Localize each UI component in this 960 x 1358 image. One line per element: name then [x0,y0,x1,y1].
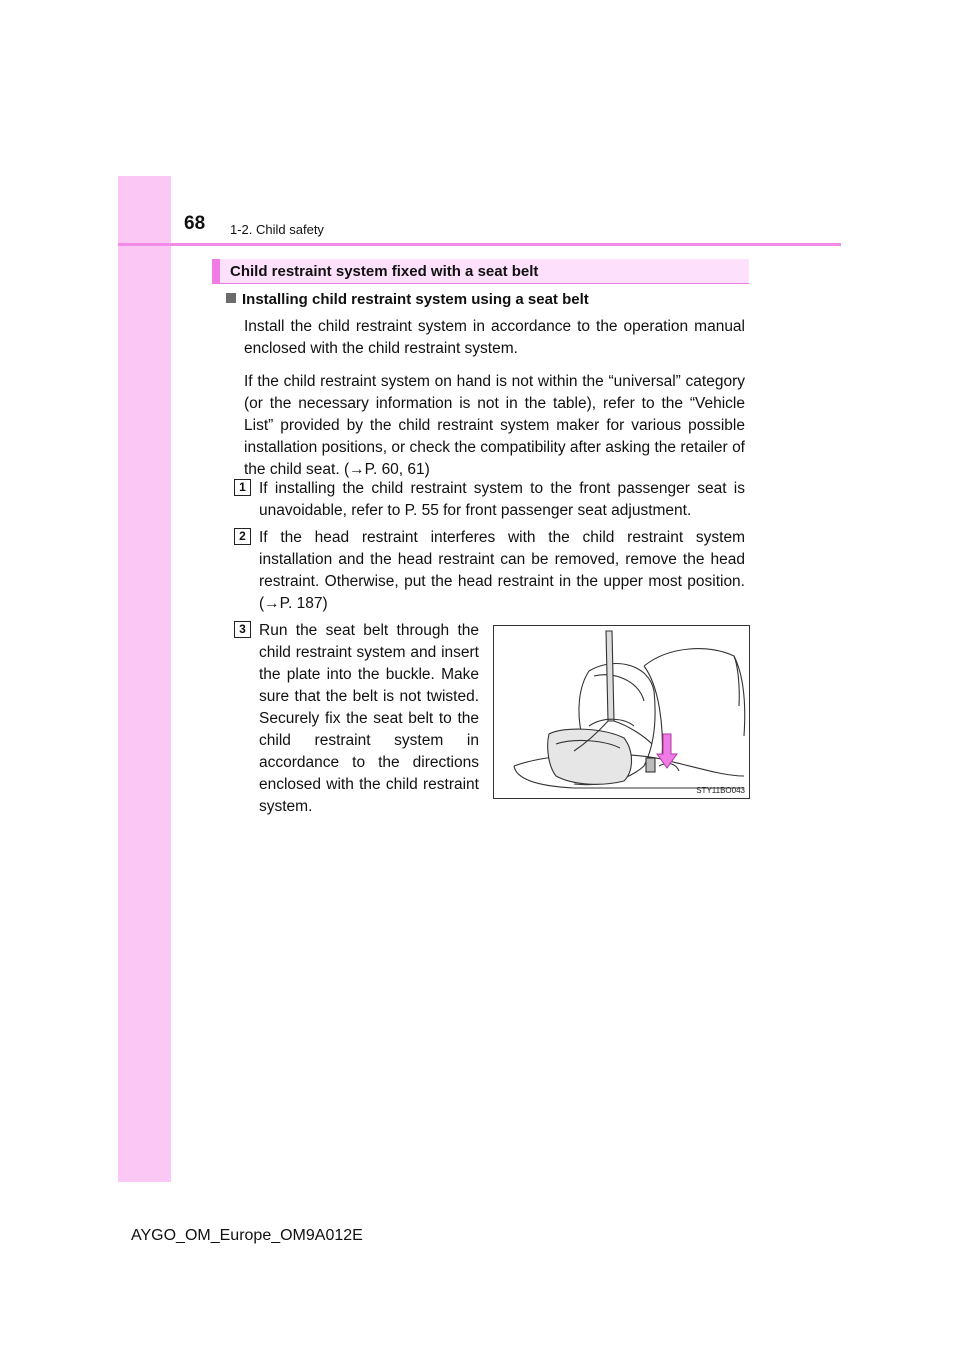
footer-doc-code: AYGO_OM_Europe_OM9A012E [131,1227,363,1244]
paragraph-universal: If the child restraint system on hand is not within the “universal” category (or the necessary information is not in the table), refer to the “Vehicle List” provided by the child restraint system maker for various possible installation positions, or check the compatibility after asking the retailer of the child seat. (→P. 60, 61) [244,373,745,478]
section-heading [212,259,749,284]
chapter-sidebar [118,176,171,1182]
bullet-square-icon [226,293,236,303]
insert-direction-arrow [657,734,677,768]
page-number: 68 [184,213,206,234]
step-badge: 1 [234,479,251,496]
child-seat-illustration [493,625,750,799]
figure-code: STY11BO043 [696,786,745,795]
section-heading-text: Child restraint system fixed with a seat belt [230,263,539,280]
paragraph-install: Install the child restraint system in accordance to the operation manual enclosed with the child restraint system. [244,318,745,357]
section-title: 1-2. Child safety [230,222,324,237]
subheading [226,291,589,308]
child-seat-drawing [494,626,749,798]
step-text: If the head restraint interferes with the child restraint system installation and the head restraint can be removed, remove the head restraint. Otherwise, put the head restraint in the upper most position. (→P. 187) [259,529,745,612]
step-text: If installing the child restraint system to the front passenger seat is unavoidable, refer to P. 55 for front passenger seat adjustment. [259,480,745,519]
header-divider [118,243,841,246]
subheading-text: Installing child restraint system using a seat belt [242,291,589,308]
step-badge: 2 [234,528,251,545]
step-text: Run the seat belt through the child restraint system and insert the plate into the buckle. Make sure that the belt is not twisted. Securely fix the seat belt to the child restraint system in accordance to the directions enclosed with the child restraint system. [259,622,479,815]
step-badge: 3 [234,621,251,638]
